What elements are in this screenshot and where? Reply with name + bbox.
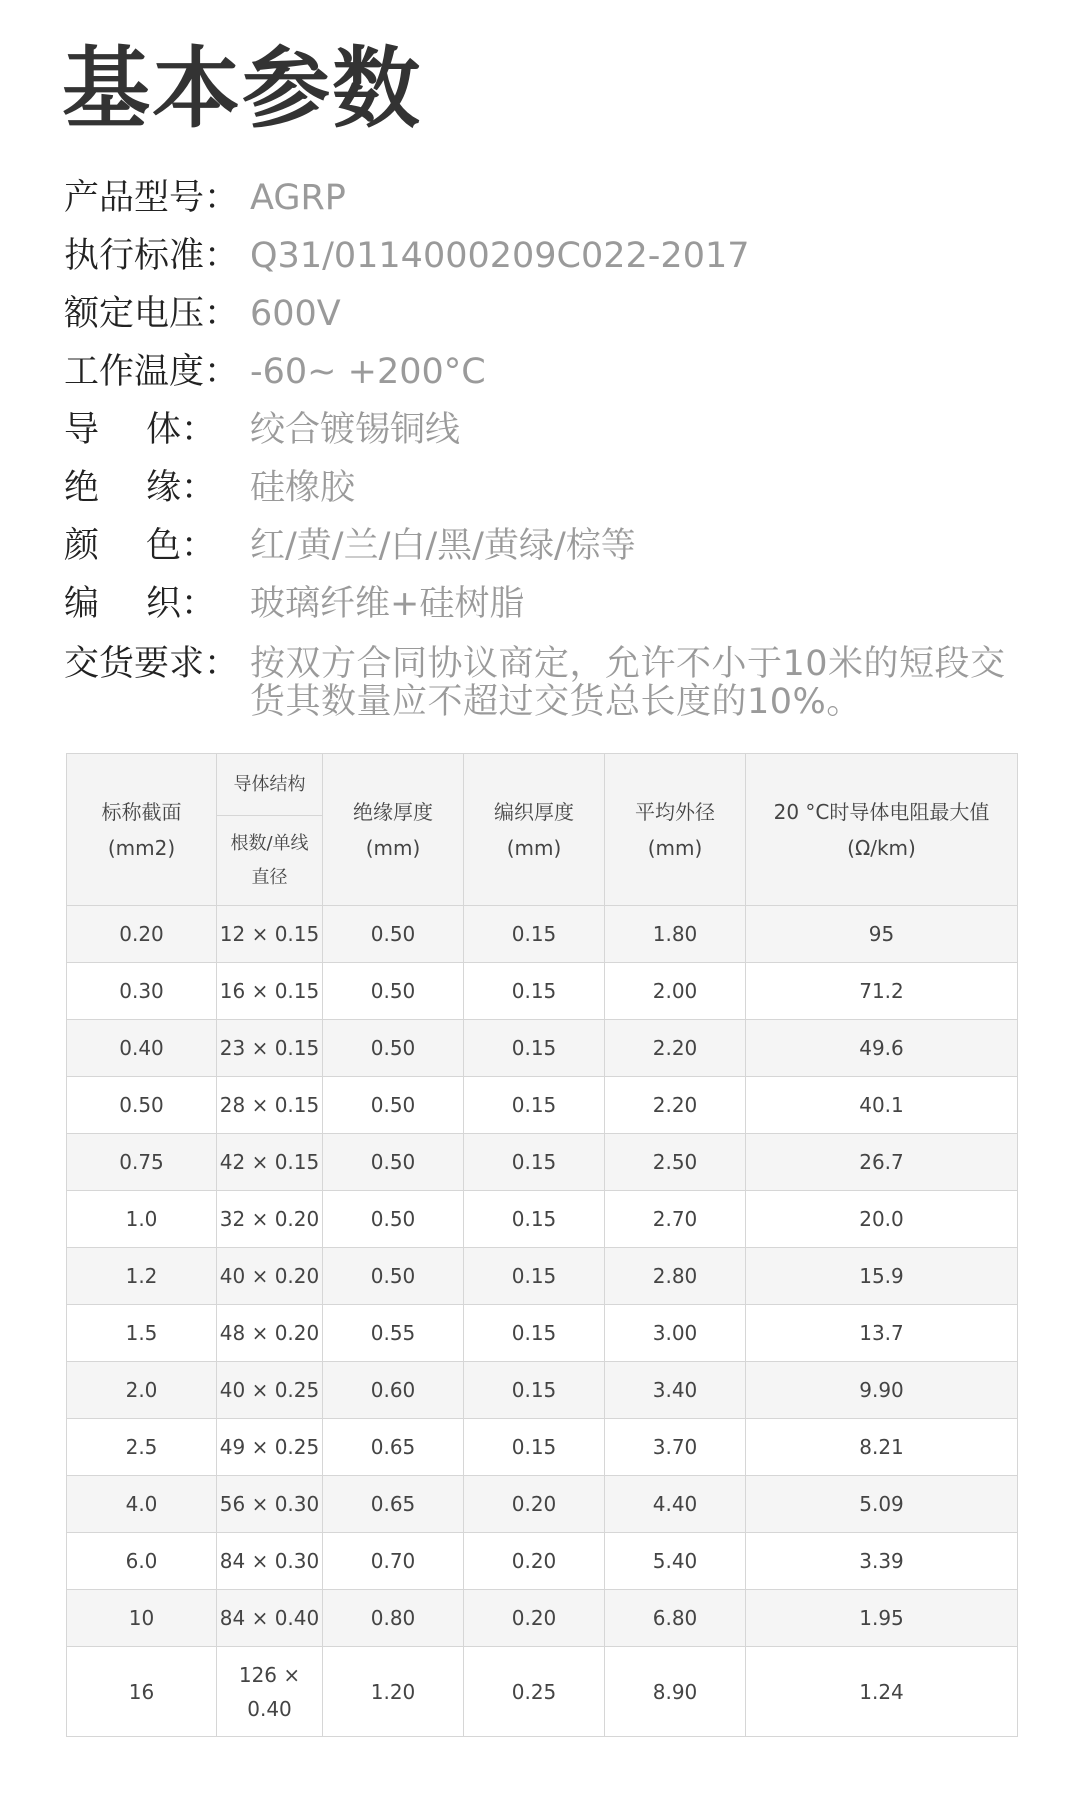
table-row xyxy=(67,1476,1018,1533)
insulation-cell: 0.60 xyxy=(323,1362,464,1419)
resistance-cell: 8.21 xyxy=(746,1419,1018,1476)
outer-diameter-cell: 2.00 xyxy=(605,963,746,1020)
param-row-insulation xyxy=(64,466,1024,524)
nominal-cell: 16 xyxy=(67,1647,217,1737)
nominal-cell: 0.30 xyxy=(67,963,217,1020)
outer-diameter-cell: 3.40 xyxy=(605,1362,746,1419)
insulation-cell: 1.20 xyxy=(323,1647,464,1737)
nominal-cell: 0.20 xyxy=(67,906,217,963)
outer-diameter-cell: 3.00 xyxy=(605,1305,746,1362)
param-label: 执行标准： xyxy=(64,236,240,276)
nominal-cell: 1.0 xyxy=(67,1191,217,1248)
braid-cell: 0.15 xyxy=(464,1077,605,1134)
param-row-standard xyxy=(64,234,1024,292)
param-value: 600V xyxy=(250,294,341,334)
spec-table-wrapper xyxy=(66,753,1017,1737)
structure-cell: 32 × 0.20 xyxy=(217,1191,323,1248)
insulation-cell: 0.55 xyxy=(323,1305,464,1362)
insulation-cell: 0.65 xyxy=(323,1476,464,1533)
header-text: 直径 xyxy=(251,866,288,888)
spec-table xyxy=(66,753,1018,1737)
structure-cell: 40 × 0.25 xyxy=(217,1362,323,1419)
braid-cell: 0.15 xyxy=(464,1419,605,1476)
braid-cell: 0.15 xyxy=(464,1248,605,1305)
param-label xyxy=(64,524,216,568)
braid-cell: 0.15 xyxy=(464,906,605,963)
insulation-cell: 0.50 xyxy=(323,906,464,963)
resistance-cell: 1.95 xyxy=(746,1590,1018,1647)
resistance-cell: 26.7 xyxy=(746,1134,1018,1191)
outer-diameter-cell: 2.20 xyxy=(605,1020,746,1077)
param-label: 交货要求： xyxy=(64,644,240,684)
param-value: 红/黄/兰/白/黑/黄绿/棕等 xyxy=(250,526,636,566)
braid-cell: 0.15 xyxy=(464,1362,605,1419)
param-label: 产品型号： xyxy=(64,178,240,218)
structure-cell: 12 × 0.15 xyxy=(217,906,323,963)
param-label: 额定电压： xyxy=(64,294,240,334)
param-value: 玻璃纤维+硅树脂 xyxy=(250,584,525,624)
param-row-temperature xyxy=(64,350,1024,408)
nominal-cell: 1.5 xyxy=(67,1305,217,1362)
table-row xyxy=(67,1419,1018,1476)
outer-diameter-cell: 2.50 xyxy=(605,1134,746,1191)
resistance-cell: 9.90 xyxy=(746,1362,1018,1419)
insulation-cell: 0.80 xyxy=(323,1590,464,1647)
table-row xyxy=(67,1362,1018,1419)
resistance-cell: 5.09 xyxy=(746,1476,1018,1533)
insulation-cell: 0.50 xyxy=(323,963,464,1020)
param-label-second: 缘： xyxy=(145,468,216,508)
braid-cell: 0.15 xyxy=(464,1191,605,1248)
nominal-cell: 10 xyxy=(67,1590,217,1647)
basic-params-list xyxy=(64,176,1024,721)
param-value: -60~ +200°C xyxy=(250,352,486,392)
outer-diameter-cell: 1.80 xyxy=(605,906,746,963)
header-unit: (mm) xyxy=(647,835,703,860)
param-row-color xyxy=(64,524,1024,582)
structure-cell: 16 × 0.15 xyxy=(217,963,323,1020)
param-value: 绞合镀锡铜线 xyxy=(250,410,461,450)
nominal-cell: 0.75 xyxy=(67,1134,217,1191)
structure-cell: 126 × 0.40 xyxy=(217,1647,323,1737)
insulation-cell: 0.50 xyxy=(323,1020,464,1077)
resistance-cell: 15.9 xyxy=(746,1248,1018,1305)
insulation-cell: 0.50 xyxy=(323,1077,464,1134)
header-unit: (mm) xyxy=(506,835,562,860)
insulation-cell: 0.50 xyxy=(323,1248,464,1305)
insulation-cell: 0.65 xyxy=(323,1419,464,1476)
insulation-cell: 0.50 xyxy=(323,1134,464,1191)
braid-cell: 0.20 xyxy=(464,1476,605,1533)
nominal-cell: 0.40 xyxy=(67,1020,217,1077)
param-row-conductor xyxy=(64,408,1024,466)
header-structure: 导体结构 xyxy=(217,754,323,816)
param-label-first: 导 xyxy=(64,410,100,450)
param-value: AGRP xyxy=(250,178,346,218)
param-label xyxy=(64,466,216,510)
structure-cell: 40 × 0.20 xyxy=(217,1248,323,1305)
table-row xyxy=(67,1647,1018,1737)
table-row xyxy=(67,1305,1018,1362)
nominal-cell: 1.2 xyxy=(67,1248,217,1305)
resistance-cell: 20.0 xyxy=(746,1191,1018,1248)
header-unit: (mm) xyxy=(365,835,421,860)
page-title: 基本参数 xyxy=(62,37,423,140)
header-structure-sub xyxy=(217,816,323,906)
param-label-second: 色： xyxy=(145,526,216,566)
resistance-cell: 71.2 xyxy=(746,963,1018,1020)
nominal-cell: 6.0 xyxy=(67,1533,217,1590)
param-row-delivery xyxy=(64,642,1024,721)
braid-cell: 0.15 xyxy=(464,1020,605,1077)
outer-diameter-cell: 2.70 xyxy=(605,1191,746,1248)
param-label-second: 体： xyxy=(145,410,216,450)
structure-cell: 48 × 0.20 xyxy=(217,1305,323,1362)
resistance-cell: 49.6 xyxy=(746,1020,1018,1077)
header-unit: (Ω/km) xyxy=(847,835,916,860)
table-row xyxy=(67,1191,1018,1248)
nominal-cell: 4.0 xyxy=(67,1476,217,1533)
table-row xyxy=(67,1590,1018,1647)
param-label-first: 编 xyxy=(64,584,100,624)
param-value: 按双方合同协议商定，允许不小于10米的短段交货其数量应不超过交货总长度的10%。 xyxy=(250,644,1006,722)
spec-table-body xyxy=(67,906,1018,1737)
braid-cell: 0.25 xyxy=(464,1647,605,1737)
outer-diameter-cell: 6.80 xyxy=(605,1590,746,1647)
table-row xyxy=(67,906,1018,963)
header-text: 20 °C时导体电阻最大值 xyxy=(773,799,990,824)
resistance-cell: 1.24 xyxy=(746,1647,1018,1737)
param-row-braid xyxy=(64,582,1024,640)
insulation-cell: 0.70 xyxy=(323,1533,464,1590)
resistance-cell: 95 xyxy=(746,906,1018,963)
header-outer-diameter xyxy=(605,754,746,906)
param-row-model xyxy=(64,176,1024,234)
header-text: 根数/单线 xyxy=(230,832,309,854)
param-label xyxy=(64,408,216,452)
header-insulation xyxy=(323,754,464,906)
outer-diameter-cell: 3.70 xyxy=(605,1419,746,1476)
nominal-cell: 2.5 xyxy=(67,1419,217,1476)
structure-cell: 28 × 0.15 xyxy=(217,1077,323,1134)
param-label-first: 颜 xyxy=(64,526,100,566)
param-row-voltage xyxy=(64,292,1024,350)
param-label-first: 绝 xyxy=(64,468,100,508)
structure-cell: 84 × 0.40 xyxy=(217,1590,323,1647)
header-resistance xyxy=(746,754,1018,906)
table-row xyxy=(67,1533,1018,1590)
table-row xyxy=(67,1248,1018,1305)
table-row xyxy=(67,1077,1018,1134)
header-text: 绝缘厚度 xyxy=(353,799,433,824)
structure-cell: 49 × 0.25 xyxy=(217,1419,323,1476)
header-braid xyxy=(464,754,605,906)
braid-cell: 0.15 xyxy=(464,1305,605,1362)
outer-diameter-cell: 5.40 xyxy=(605,1533,746,1590)
outer-diameter-cell: 8.90 xyxy=(605,1647,746,1737)
structure-cell: 84 × 0.30 xyxy=(217,1533,323,1590)
resistance-cell: 3.39 xyxy=(746,1533,1018,1590)
header-text: 平均外径 xyxy=(635,799,715,824)
table-row xyxy=(67,1020,1018,1077)
braid-cell: 0.20 xyxy=(464,1590,605,1647)
outer-diameter-cell: 2.80 xyxy=(605,1248,746,1305)
param-label xyxy=(64,582,216,626)
structure-cell: 23 × 0.15 xyxy=(217,1020,323,1077)
nominal-cell: 2.0 xyxy=(67,1362,217,1419)
braid-cell: 0.15 xyxy=(464,1134,605,1191)
param-value: Q31/0114000209C022-2017 xyxy=(250,236,750,276)
table-row xyxy=(67,1134,1018,1191)
header-unit: (mm2) xyxy=(107,835,176,860)
outer-diameter-cell: 2.20 xyxy=(605,1077,746,1134)
insulation-cell: 0.50 xyxy=(323,1191,464,1248)
param-label: 工作温度： xyxy=(64,352,240,392)
table-row xyxy=(67,963,1018,1020)
header-nominal xyxy=(67,754,217,906)
braid-cell: 0.15 xyxy=(464,963,605,1020)
outer-diameter-cell: 4.40 xyxy=(605,1476,746,1533)
braid-cell: 0.20 xyxy=(464,1533,605,1590)
param-value: 硅橡胶 xyxy=(250,468,356,508)
nominal-cell: 0.50 xyxy=(67,1077,217,1134)
param-label-second: 织： xyxy=(145,584,216,624)
resistance-cell: 40.1 xyxy=(746,1077,1018,1134)
structure-cell: 42 × 0.15 xyxy=(217,1134,323,1191)
resistance-cell: 13.7 xyxy=(746,1305,1018,1362)
header-text: 编织厚度 xyxy=(494,799,574,824)
header-text: 标称截面 xyxy=(101,799,182,824)
structure-cell: 56 × 0.30 xyxy=(217,1476,323,1533)
